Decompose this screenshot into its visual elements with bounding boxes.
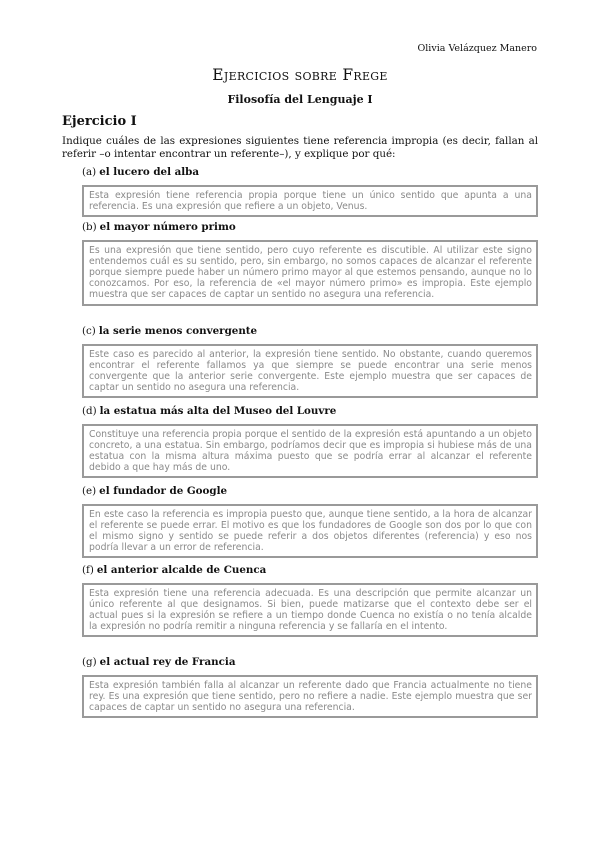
item-expression: la serie menos convergente [98, 325, 258, 337]
answer-box: Esta expresión tiene una referencia adecuada. Es una descripción que permite alcanzar un único referente al que designamos. Si bien, puede matizarse que el contexto debe ser el actual pues si la expresión se refiere a un tiempo donde Cuenca no existía o no tenía alcalde la expresión no podría remitir a ninguna referencia y se fallaría en el intento. [82, 583, 538, 638]
exercise-item-d [82, 405, 538, 478]
document-subtitle: Filosofía del Lenguaje I [227, 93, 373, 106]
item-expression: el fundador de Google [99, 485, 228, 497]
item-label [82, 656, 538, 669]
exercise-item-c [82, 325, 538, 398]
item-expression: el anterior alcalde de Cuenca [96, 564, 267, 576]
answer-box: Esta expresión tiene referencia propia porque tiene un único sentido que apunta a una referencia. Es una expresión que refiere a un objeto, Venus. [82, 185, 538, 217]
author-name: Olivia Velázquez Manero [417, 43, 537, 54]
item-label [82, 485, 538, 498]
document-title: Ejercicios sobre Frege [212, 66, 388, 84]
answer-box: En este caso la referencia es impropia puesto que, aunque tiene sentido, a la hora de alcanzar el referente se puede errar. El motivo es que los fundadores de Google son dos por lo que con el mismo signo y sentido se puede referir a dos objetos diferentes (referencia) y eso nos podría llevar a un error de referencia. [82, 504, 538, 559]
item-letter: (f) [82, 564, 94, 576]
item-letter: (e) [82, 485, 97, 497]
item-letter: (c) [82, 325, 96, 337]
answer-box: Constituye una referencia propia porque el sentido de la expresión está apuntando a un objeto concreto, a una estatua. Sin embargo, podríamos decir que es impropia si hubiese más de una estatua con la misma altura máxima puesto que se podría errar al alcanzar el referente debido a que hay más de uno. [82, 424, 538, 479]
answer-box: Este caso es parecido al anterior, la expresión tiene sentido. No obstante, cuando queremos encontrar el referente fallamos ya que siempre se puede encontrar una serie menos convergente que la anterior serie convergente. Este ejemplo muestra que ser capaces de captar un sentido no asegura una referencia. [82, 344, 538, 399]
item-label [82, 405, 538, 418]
exercise-title: Ejercicio I [62, 114, 137, 129]
answer-box: Es una expresión que tiene sentido, pero cuyo referente es discutible. Al utilizar este signo entendemos cuál es su sentido, pero, sin embargo, no somos capaces de alcanzar el referente porque siempre puede haber un número primo mayor al que estemos pensando, aunque no lo conozcamos. Por eso, la referencia de «el mayor número primo» es impropia. Este ejemplo muestra que ser capaces de captar un sentido no asegura una referencia. [82, 240, 538, 306]
item-label [82, 221, 538, 234]
item-expression: la estatua más alta del Museo del Louvre [99, 405, 337, 417]
item-label [82, 325, 538, 338]
exercise-item-g [82, 656, 538, 718]
item-expression: el lucero del alba [99, 166, 200, 178]
exercise-intro: Indique cuáles de las expresiones siguientes tiene referencia impropia (es decir, fallan al referir –o intentar encontrar un referente–), y explique por qué: [62, 135, 538, 160]
item-letter: (g) [82, 656, 97, 668]
item-letter: (a) [82, 166, 97, 178]
exercise-item-e [82, 485, 538, 558]
item-expression: el mayor número primo [99, 221, 236, 233]
exercise-item-f [82, 564, 538, 637]
item-letter: (b) [82, 221, 97, 233]
item-letter: (d) [82, 405, 97, 417]
exercise-item-a [82, 166, 538, 217]
exercise-item-b [82, 221, 538, 306]
item-expression: el actual rey de Francia [99, 656, 236, 668]
item-label [82, 166, 538, 179]
answer-box: Esta expresión también falla al alcanzar un referente dado que Francia actualmente no tiene rey. Es una expresión que tiene sentido, pero no refiere a nadie. Este ejemplo muestra que ser capaces de captar un sentido no asegura una referencia. [82, 675, 538, 719]
item-label [82, 564, 538, 577]
